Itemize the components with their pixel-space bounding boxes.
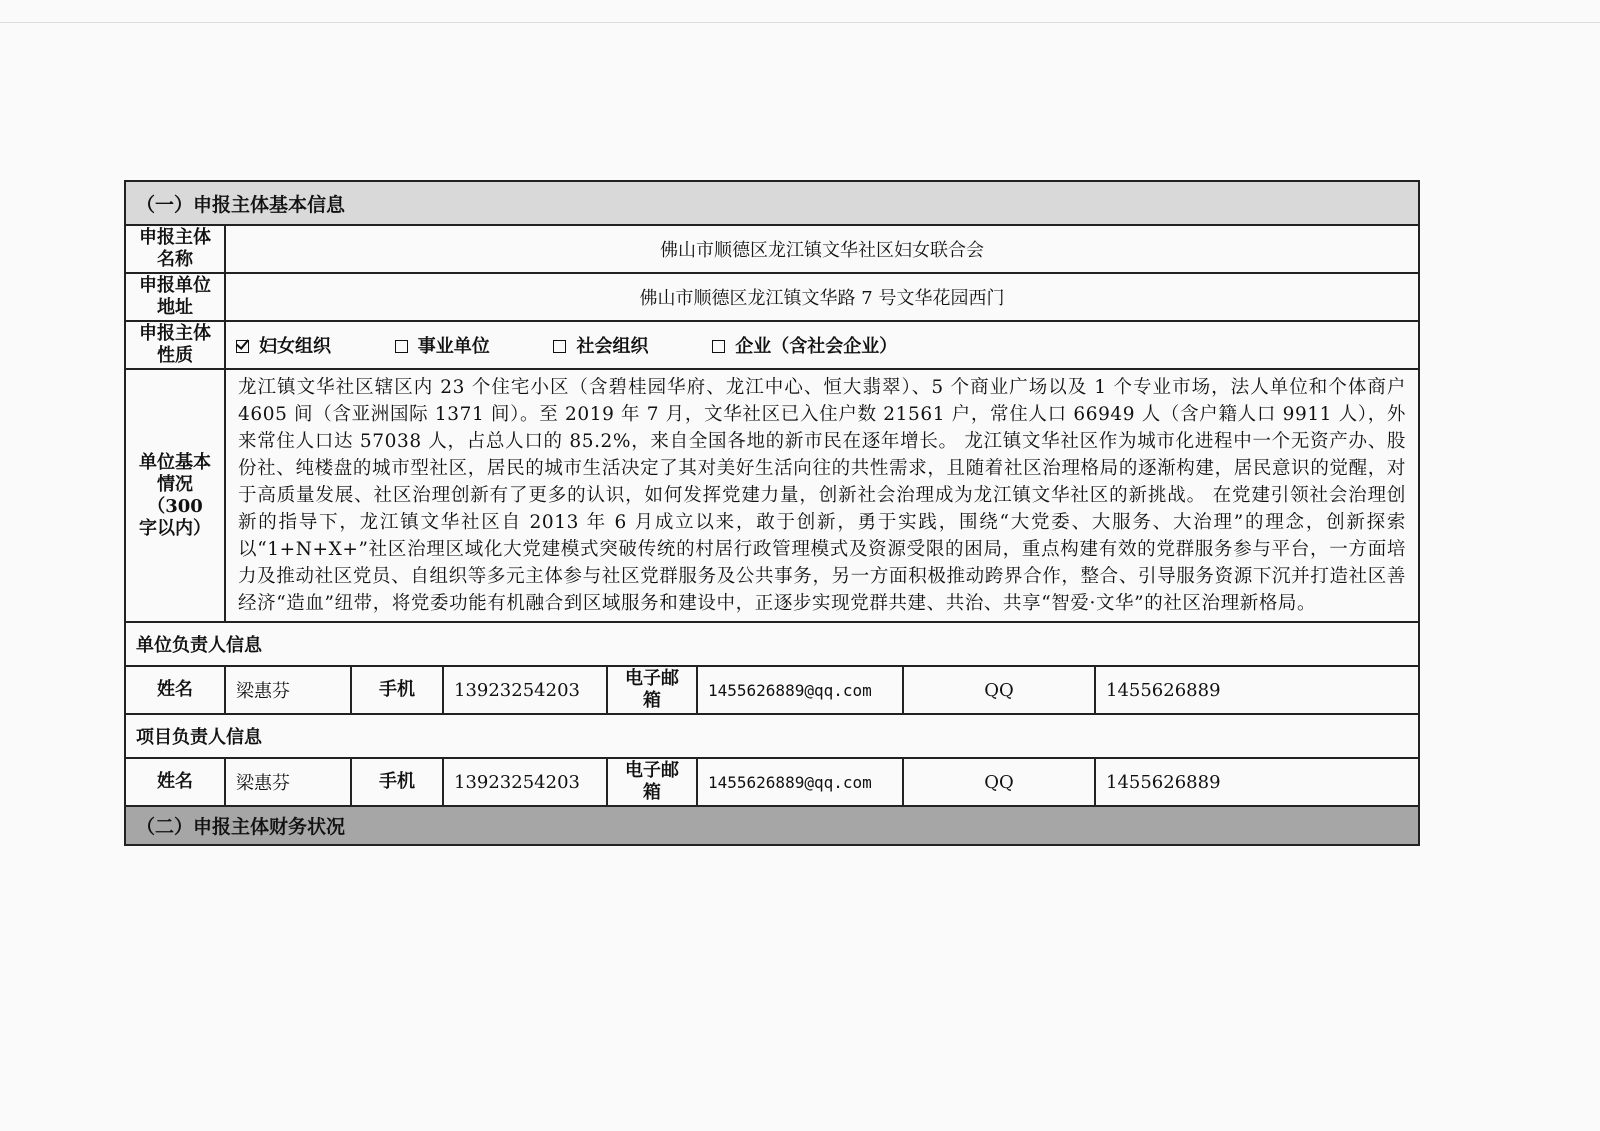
applicant-name-value: 佛山市顺德区龙江镇文华社区妇女联合会	[225, 225, 1419, 273]
unit-leader-qq-label: QQ	[903, 666, 1095, 714]
section-finance-title: （二）申报主体财务状况	[136, 816, 346, 838]
nature-option-label: 妇女组织	[259, 336, 331, 357]
project-leader-phone: 13923254203	[443, 758, 607, 806]
section-finance-header	[125, 806, 1419, 845]
nature-option-public-institution[interactable]	[395, 332, 490, 358]
project-leader-qq-label: QQ	[903, 758, 1095, 806]
project-leader-email: 1455626889@qq.com	[697, 758, 903, 806]
basic-situation-label: 单位基本情况（300 字以内）	[125, 369, 225, 622]
applicant-address-value: 佛山市顺德区龙江镇文华路 7 号文华花园西门	[225, 273, 1419, 321]
applicant-nature-label: 申报主体性质	[125, 321, 225, 369]
applicant-address-label: 申报单位地址	[125, 273, 225, 321]
nature-option-social-org[interactable]	[553, 332, 648, 358]
checkbox-empty-icon[interactable]	[395, 340, 408, 353]
nature-option-label: 社会组织	[576, 336, 649, 357]
project-leader-row	[125, 758, 1419, 806]
project-leader-email-label: 电子邮箱	[607, 758, 697, 806]
unit-leader-header: 单位负责人信息	[125, 622, 1419, 666]
nature-option-label: 企业（含社会企业）	[735, 336, 898, 357]
nature-option-label: 事业单位	[417, 336, 490, 357]
applicant-name-label: 申报主体名称	[125, 225, 225, 273]
checkbox-checked-icon[interactable]	[236, 340, 249, 353]
basic-situation-text: 龙江镇文华社区辖区内 23 个住宅小区（含碧桂园华府、龙江中心、恒大翡翠）、5 个商业广场以及 1 个专业市场，法人单位和个体商户 4605 间（含亚洲国际 1371 间）。至 2019 年 7 月，文华社区已入住户数 21561 户，常住人口 66949 人（含户籍人口 9911 人），外来常住人口达 57038 人，占总人口的 85.2%，来自全国各地的新市民在逐年增长。 龙江镇文华社区作为城市化进程中一个无资产办、股份社、纯楼盘的城市型社区，居民的城市生活决定了其对美好生活向往的共性需求，且随着社区治理格局的逐渐构建，居民意识的觉醒，对于高质量发展、社区治理创新有了更多的认识，如何发挥党建力量，创新社会治理成为龙江镇文华社区的新挑战。 在党建引领社会治理创新的指导下，龙江镇文华社区自 2013 年 6 月成立以来，敢于创新，勇于实践，围绕“大党委、大服务、大治理”的理念，创新探索以“1+N+X+”社区治理区域化大党建模式突破传统的村居行政管理模式及资源受限的困局，重点构建有效的党群服务参与平台，一方面培力及推动社区党员、自组织等多元主体参与社区党群服务及公共事务，另一方面积极推动跨界合作，整合、引导服务资源下沉并打造社区善经济“造血”纽带，将党委功能有机融合到区域服务和建设中，正逐步实现党群共建、共治、共享“智爱·文华”的社区治理新格局。	[225, 369, 1419, 622]
application-form-table	[124, 180, 1420, 846]
project-leader-name-label: 姓名	[125, 758, 225, 806]
unit-leader-qq: 1455626889	[1095, 666, 1419, 714]
unit-leader-phone-label: 手机	[351, 666, 443, 714]
unit-leader-email: 1455626889@qq.com	[697, 666, 903, 714]
section-basic-info-header	[125, 181, 1419, 225]
project-leader-name: 梁惠芬	[225, 758, 351, 806]
project-leader-qq: 1455626889	[1095, 758, 1419, 806]
nature-option-women-org[interactable]	[236, 332, 331, 358]
nature-option-enterprise[interactable]	[712, 332, 897, 358]
applicant-nature-options	[225, 321, 1419, 369]
unit-leader-phone: 13923254203	[443, 666, 607, 714]
unit-leader-row	[125, 666, 1419, 714]
project-leader-phone-label: 手机	[351, 758, 443, 806]
unit-leader-name: 梁惠芬	[225, 666, 351, 714]
unit-leader-name-label: 姓名	[125, 666, 225, 714]
checkbox-empty-icon[interactable]	[712, 340, 725, 353]
checkbox-empty-icon[interactable]	[553, 340, 566, 353]
section-basic-info-title: （一）申报主体基本信息	[136, 193, 346, 216]
scan-edge-line	[0, 22, 1600, 23]
project-leader-header: 项目负责人信息	[125, 714, 1419, 758]
unit-leader-email-label: 电子邮箱	[607, 666, 697, 714]
